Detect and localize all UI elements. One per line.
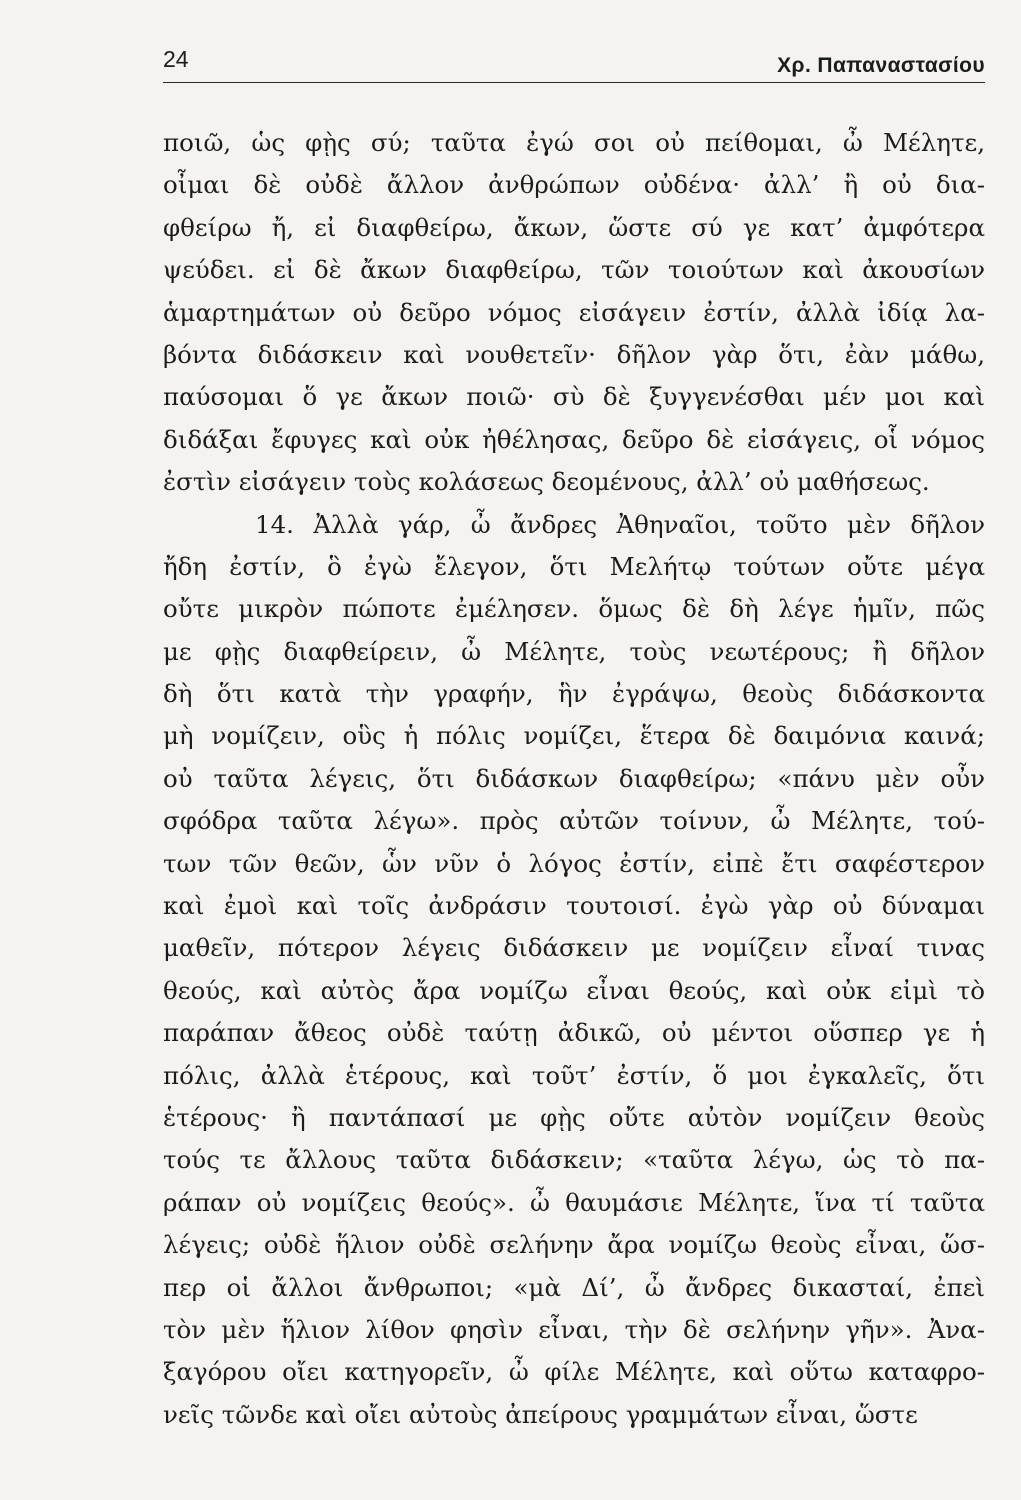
text-line: βόντα διδάσκειν καὶ νουθετεῖν· δῆλον γὰρ ὅτι, ἐὰν μάθω,: [163, 339, 985, 369]
text-line: καὶ ἐμοὶ καὶ τοῖς ἀνδράσιν τουτοισί. ἐγὼ γὰρ οὐ δύναμαι: [163, 891, 985, 921]
text-line: θεούς, καὶ αὐτὸς ἄρα νομίζω εἶναι θεούς, καὶ οὐκ εἰμὶ τὸ: [163, 975, 985, 1005]
text-line: διδάξαι ἔφυγες καὶ οὐκ ἠθέλησας, δεῦρο δὲ εἰσάγεις, οἷ νόμος: [163, 424, 985, 454]
text-line: τὸν μὲν ἥλιον λίθον φησὶν εἶναι, τὴν δὲ σελήνην γῆν». Ἀνα-: [163, 1314, 985, 1344]
text-line: μὴ νομίζειν, οὓς ἡ πόλις νομίζει, ἕτερα δὲ δαιμόνια καινά;: [163, 721, 985, 751]
text-line: σφόδρα ταῦτα λέγω». πρὸς αὐτῶν τοίνυν, ὦ Μέλητε, τού-: [163, 806, 985, 836]
text-line: πόλις, ἀλλὰ ἑτέρους, καὶ τοῦτ’ ἐστίν, ὅ μοι ἐγκαλεῖς, ὅτι: [163, 1060, 985, 1090]
page-number: 24: [163, 46, 189, 72]
text-line: παράπαν ἄθεος οὐδὲ ταύτῃ ἀδικῶ, οὐ μέντοι οὕσπερ γε ἡ: [163, 1018, 985, 1048]
text-line: ἐστὶν εἰσάγειν τοὺς κολάσεως δεομένους, ἀλλ’ οὐ μαθήσεως.: [163, 467, 930, 497]
text-line: νεῖς τῶνδε καὶ οἴει αὐτοὺς ἀπείρους γραμμάτων εἶναι, ὥστε: [163, 1399, 918, 1429]
text-line: οἶμαι δὲ οὐδὲ ἄλλον ἀνθρώπων οὐδένα· ἀλλ’ ἢ οὐ δια-: [163, 170, 985, 200]
text-line: λέγεις; οὐδὲ ἥλιον οὐδὲ σελήνην ἄρα νομίζω θεοὺς εἶναι, ὥσ-: [163, 1230, 985, 1260]
text-line: παύσομαι ὅ γε ἄκων ποιῶ· σὺ δὲ ξυγγενέσθαι μέν μοι καὶ: [163, 382, 985, 412]
text-line: ψεύδει. εἰ δὲ ἄκων διαφθείρω, τῶν τοιούτων καὶ ἀκουσίων: [163, 255, 985, 285]
text-line: ποιῶ, ὡς φῂς σύ; ταῦτα ἐγώ σοι οὐ πείθομαι, ὦ Μέλητε,: [163, 128, 985, 157]
running-head: Χρ. Παπαναστασίου: [777, 54, 985, 77]
text-line: με φῂς διαφθείρειν, ὦ Μέλητε, τοὺς νεωτέρους; ἢ δῆλον: [163, 636, 985, 666]
text-line: οὔτε μικρὸν πώποτε ἐμέλησεν. ὅμως δὲ δὴ λέγε ἡμῖν, πῶς: [163, 594, 985, 624]
text-line: ξαγόρου οἴει κατηγορεῖν, ὦ φίλε Μέλητε, καὶ οὕτω καταφρο-: [163, 1357, 985, 1387]
text-line: 14. Ἀλλὰ γάρ, ὦ ἄνδρες Ἀθηναῖοι, τοῦτο μὲν δῆλον: [255, 509, 985, 539]
text-line: ἑτέρους· ἢ παντάπασί με φῂς οὔτε αὐτὸν νομίζειν θεοὺς: [163, 1102, 985, 1132]
header-rule: [163, 82, 985, 83]
text-line: των τῶν θεῶν, ὧν νῦν ὁ λόγος ἐστίν, εἰπὲ ἔτι σαφέστερον: [163, 848, 985, 878]
page-header: [163, 40, 985, 88]
text-line: περ οἱ ἄλλοι ἄνθρωποι; «μὰ Δί’, ὦ ἄνδρες δικασταί, ἐπεὶ: [163, 1272, 985, 1302]
text-line: φθείρω ἤ, εἰ διαφθείρω, ἄκων, ὥστε σύ γε κατ’ ἀμφότερα: [163, 212, 985, 242]
text-line: μαθεῖν, πότερον λέγεις διδάσκειν με νομίζειν εἶναί τινας: [163, 933, 985, 963]
text-line: ἤδη ἐστίν, ὃ ἐγὼ ἔλεγον, ὅτι Μελήτῳ τούτων οὔτε μέγα: [163, 551, 985, 581]
text-line: ἁμαρτημάτων οὐ δεῦρο νόμος εἰσάγειν ἐστίν, ἀλλὰ ἰδίᾳ λα-: [163, 297, 985, 327]
text-line: τούς τε ἄλλους ταῦτα διδάσκειν; «ταῦτα λέγω, ὡς τὸ πα-: [163, 1145, 985, 1175]
text-line: οὐ ταῦτα λέγεις, ὅτι διδάσκων διαφθείρω; «πάνυ μὲν οὖν: [163, 763, 985, 793]
text-line: ράπαν οὐ νομίζεις θεούς». ὦ θαυμάσιε Μέλητε, ἵνα τί ταῦτα: [163, 1187, 985, 1217]
body-text: [163, 122, 985, 1436]
text-line: δὴ ὅτι κατὰ τὴν γραφήν, ἣν ἐγράψω, θεοὺς διδάσκοντα: [163, 679, 985, 709]
